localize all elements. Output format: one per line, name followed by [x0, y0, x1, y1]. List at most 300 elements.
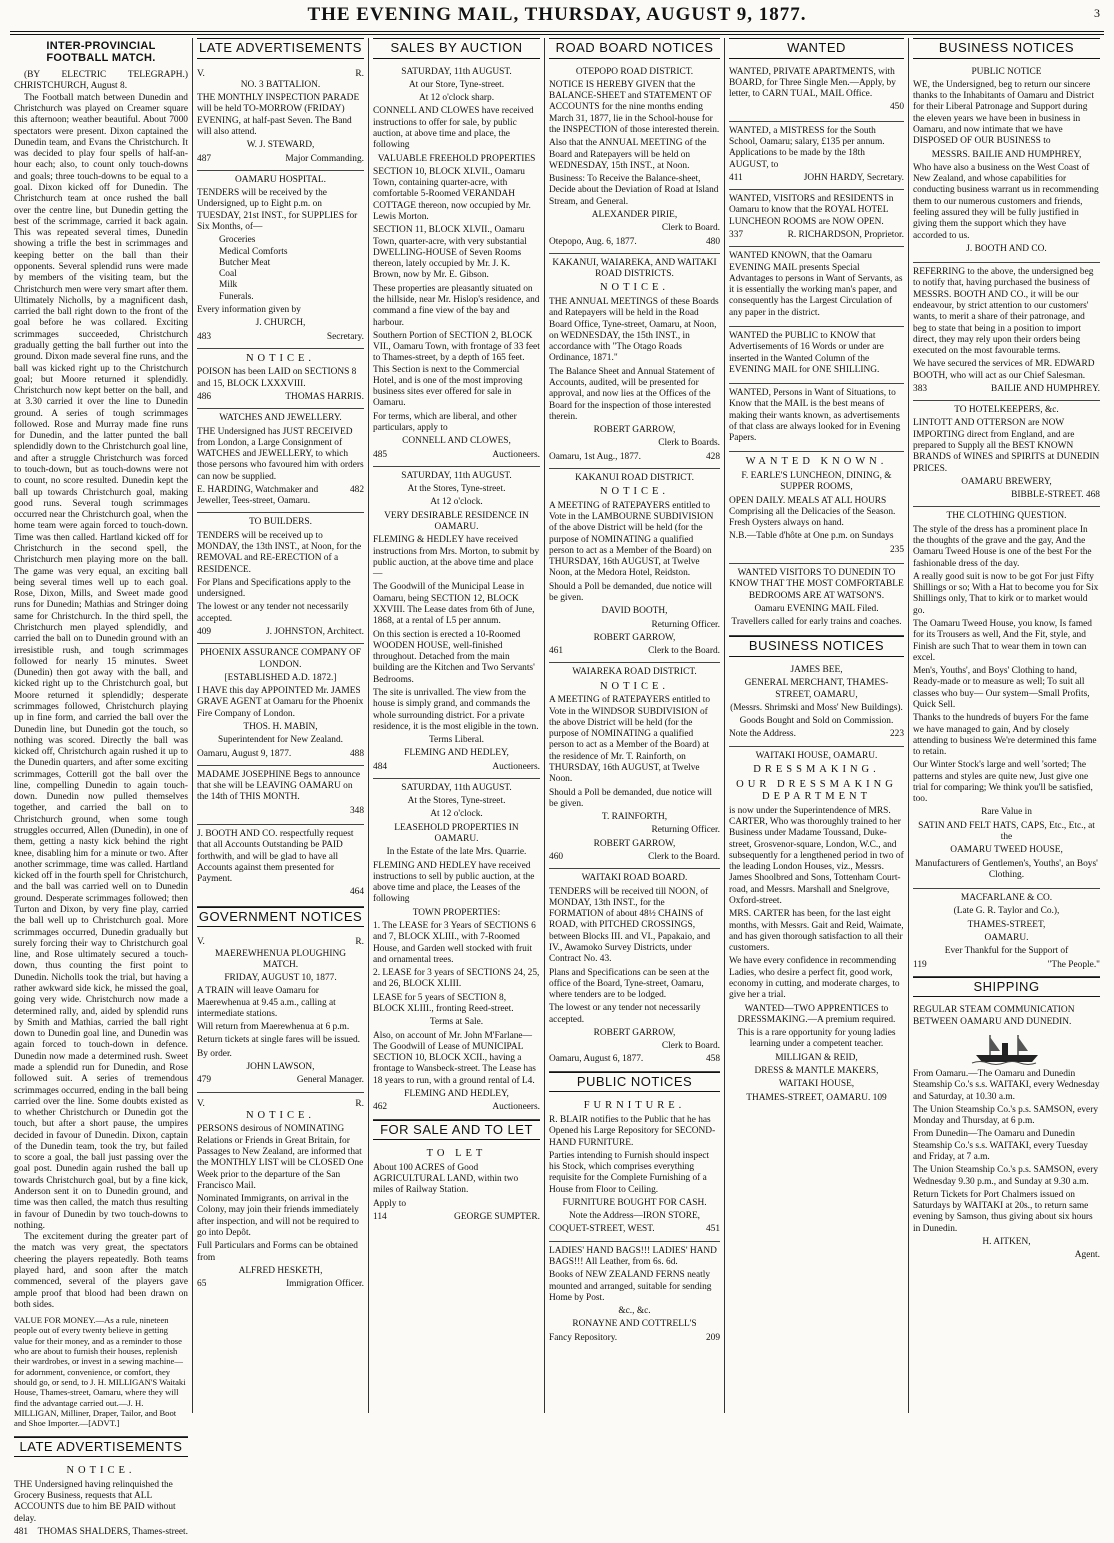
ad-footer [197, 1099, 364, 1110]
ad-line: J. BOOTH AND CO. [966, 243, 1047, 254]
section-header: WANTED [729, 38, 904, 59]
ad-footer [549, 646, 720, 657]
ad-line: Manufacturers of Gentlemen's, Youths', an Boys' Clothing. [915, 858, 1098, 880]
ad-line: WANTED, PRIVATE APARTMENTS, with BOARD, for Three Single Men.—Apply, by letter, to CARN TUAL, MAIL Office. [729, 66, 896, 100]
ad-line: LINTOTT AND OTTERSON are NOW IMPORTING direct from England, and are prepared to Supply all the BEST KNOWN BRANDS of WINES and SPIRITS at DUNEDIN PRICES. [913, 418, 1100, 474]
ad-line: REGULAR STEAM COMMUNICATION BETWEEN OAMARU AND DUNEDIN. [913, 1005, 1075, 1027]
section-header: BUSINESS NOTICES [729, 636, 904, 657]
ad-line: OAMARU BREWERY, [961, 476, 1052, 487]
ad-signature: R. [355, 68, 364, 79]
advertisement [197, 349, 364, 409]
advertisement [729, 327, 904, 384]
supply-list [219, 235, 364, 303]
ad-footer [729, 173, 904, 184]
ad-number: V. [197, 68, 205, 79]
ad-line: THE Undersigned having relinquished the Grocery Business, requests that ALL ACCOUNTS due to him BE PAID without delay. [14, 1479, 176, 1524]
ad-line: THE CLOTHING QUESTION. [946, 511, 1067, 522]
advertisement [549, 663, 720, 869]
ad-line: These properties are pleasantly situated on the hillside, near Mr. Hislop's residence, and command a fine view of the bay and harbour. [373, 283, 540, 328]
ad-line: 450 [889, 102, 904, 113]
ad-footer [197, 332, 364, 343]
ad-line: SATURDAY, 11th AUGUST. [401, 66, 512, 77]
ad-line: TO BUILDERS. [249, 517, 312, 528]
ad-line: OAMARU HOSPITAL. [235, 174, 326, 185]
ad-line: I HAVE this day APPOINTED Mr. JAMES GRAVE AGENT at Oamaru for the Phoenix Fire Company of London. [197, 686, 364, 719]
column-sales-by-auction [368, 38, 544, 1413]
ad-signature: 480 [705, 236, 720, 247]
ad-number: Oamaru, August 6, 1877. [549, 1054, 644, 1065]
ad-line: The Balance Sheet and Annual Statement of Accounts, audited, will be presented for approval, and now lies at the Offices of the Board for the inspection of those interested therein. [549, 366, 715, 422]
advertisement [913, 889, 1100, 977]
ad-line: RONAYNE AND COTTRELL'S [572, 1319, 697, 1330]
ad-line: TENDERS will be received up to MONDAY, the 13th INST., at Noon, for the REMOVAL and RE-ERECTION of a RESIDENCE. [197, 530, 362, 575]
steamship-icon [972, 1031, 1042, 1065]
advertisement [729, 63, 904, 122]
ad-signature: 428 [705, 451, 720, 462]
section-header: PUBLIC NOTICES [549, 1072, 720, 1093]
ad-footer [549, 452, 720, 463]
ad-line: WATCHES AND JEWELLERY. [219, 413, 342, 424]
ad-line: WAITAKI HOUSE, [778, 1079, 855, 1090]
ad-footer [14, 1527, 188, 1538]
ad-line: OUR DRESSMAKING DEPARTMENT [736, 778, 897, 803]
ad-footer [913, 490, 1100, 501]
ad-footer [197, 1075, 364, 1086]
advertisement [197, 63, 364, 171]
ad-line: Parties intending to Furnish should inspect his Stock, which comprises everything requisite for the Complete Furnishing of a House from Floor to Ceiling. [549, 1150, 710, 1195]
advertisement [729, 564, 904, 636]
page-number: 3 [1094, 6, 1100, 20]
ad-number: 485 [373, 449, 388, 460]
ad-line: WANTED KNOWN. [745, 456, 888, 468]
section-header: GOVERNMENT NOTICES [197, 907, 364, 928]
ad-line: TENDERS will be received till NOON, of MONDAY, 13th INST., for the FORMATION of about 48½ CHAINS of ROAD, with PITCHED CROSSINGS, between Blocks III. and VI., Papakaio, and IV., Awamoko Survey Districts, under Contract No. 43. [549, 886, 711, 965]
ad-footer [197, 485, 364, 508]
ad-line: DAVID BOOTH, [601, 606, 668, 617]
advertisement [729, 747, 904, 1111]
ad-signature: 458 [705, 1054, 720, 1065]
ad-line: Agent. [1074, 1250, 1100, 1261]
ad-footer [197, 392, 364, 403]
ad-line: Superintendent for New Zealand. [218, 735, 343, 746]
masthead-rule [10, 31, 1104, 35]
ad-line: FLEMING AND HEDLEY have received instructions to sell by public auction, at the above time and place, the Leases of the following [373, 860, 535, 905]
advertisement [373, 779, 540, 1120]
advertisement [729, 247, 904, 327]
ad-line: We have secured the services of MR. EDWARD BOOTH, who will act as our Chief Salesman. [913, 359, 1095, 381]
ad-line: is now under the Superintendence of MRS. CARTER, Who was thoroughly trained to her Business under Madame Toussand, Duke-street, Grosvenor-square, London, W.C., and subsequently for a lengthened period in two of the leading London Houses, viz., Messrs. James Shoolbred and Sons, Tottenham Court-road, and Messrs. Marshall and Snelgrove, Oxford-street. [729, 805, 904, 907]
ad-line: WANTED the PUBLIC to KNOW that Advertisements of 16 Words or under are inserted in the Wanted Column of the EVENING MAIL for ONE SHILLING. [729, 330, 884, 375]
ad-footer [549, 1224, 720, 1235]
ad-line: J. CHURCH, [255, 318, 306, 329]
ad-line: R. BLAIR notifies to the Public that he has Opened his Large Repository for SECOND-HAND FURNITURE. [549, 1114, 716, 1148]
ad-line: DRESS & MANTLE MAKERS, [754, 1065, 879, 1076]
advertisement [549, 1096, 720, 1241]
column-road-board-notices [544, 38, 724, 1413]
ad-line: MADAME JOSEPHINE Begs to announce that she will be LEAVING OAMARU on the 14th of THIS MONTH. [197, 769, 361, 803]
ad-line: Clerk to Boards. [658, 438, 720, 449]
ad-line: NO. 3 BATTALION. [240, 79, 321, 90]
ad-footer [373, 450, 540, 461]
ad-line: MRS. CARTER has been, for the last eight months, with Messrs. Gait and Reid, Waimate, and has given thorough satisfaction to all their customers. [729, 909, 904, 954]
ad-line: THE Undersigned has JUST RECEIVED from London, a Large Consignment of WATCHES and JEWELLERY, to which those persons who favoured him with orders can now be supplied. [197, 426, 364, 482]
ad-footer [373, 1212, 540, 1223]
ad-line: SECTION 11, BLOCK XLVII., Oamaru Town, quarter-acre, with very substantial DWELLING-HOUSE of Seven Rooms thereon, lately occupied by Mr. J. K. Brown, now by Mr. E. Gibson. [373, 225, 527, 281]
ad-line: OAMARU TWEED HOUSE, [950, 845, 1063, 856]
ad-line: FLEMING & HEDLEY have received instructions from Mrs. Morton, to submit by public auction, at the above time and place— [373, 535, 540, 580]
ad-line: WANTED VISITORS TO DUNEDIN TO KNOW THAT THE MOST COMFORTABLE BEDROOMS ARE AT WATSON'S. [729, 568, 904, 601]
ad-number: E. HARDING, Watchmaker and Jeweller, Tees-street, Oamaru. [197, 484, 319, 507]
advertisement [14, 1311, 188, 1436]
ad-signature: THOMAS HARRIS. [285, 391, 364, 402]
ad-line: NOTICE. [599, 680, 670, 692]
article-paragraph: The Football match between Dunedin and Christchurch was played on Creamer square this afternoon; weather beautiful. About 7000 spectators were present. Dixon captained the Dunedin team, and Evans the Christchurch. It was decided to play four spells of half-an-hour each; also, to count only touch-downs and goals; three touch-downs to be equal to a goal. Dixon kicked off for Dunedin. The Christchurch team at once rushed the ball over the centre line, but Dunedin getting the best of the scrimmage, carried it back again. This was repeated several times, Dunedin showing a trifle the best in scrimmages and keeping better on the ball than their opponents. Several splendid runs were made by members of the visiting team, but the Christchurch men were very smart after them. Ultimately Nicholls, by a magnificent dash, carried the ball right down to the front of the goal before he was collared. Exciting scrimmages succeeded, Christchurch gradually getting the ball further out into the ground. Dixon made several fine runs, and the ball was kicked right up to the Christchurch goal; but Moore returned it splendidly. Christchurch now kept better on the ball, and at 3.30 carried it over the line to Dunedin ground. A series of tough scrimmages followed. Rose and Murray made fine runs for Dunedin, and the latter punted the ball splendidly down to the Christchurch goal line, and after a struggle Christchurch was forced to touch-down, but as touch-downs were not to count, no score resulted. Dunedin kept the ball up towards Christchurch goal, making good runs. Several tough scrimmages occurred near the Christchurch goal, when the home team were again forced to touch-down. Time was then called. Hartland kicked off for Christchurch in the second spell, the Christchurch men playing more on the ball. The game was very equal, an exciting ball being several times well up to each goal. Rose, Dixon, Mills, and Sweet made good runs for Dunedin; Mathias and Stringer doing same for Christchurch. In the third spell, the Christchurch men played splendidly, and carried the ball on to Dunedin ground with an irresistible rush, and tough scrimmages followed for nearly 15 minutes. Sweet (Dunedin) then got away with the ball, and kicked right up to the Christchurch goal, but Moore returned it splendidly; desperate scrimmages followed, Christchurch playing up in fine form, and carried the ball over the Dunedin line, but Dunedin got the touch, so nothing was scored. Directly the ball was kicked off, Christchurch again rushed it up to the Dunedin quarters, and after some exciting scrimmages, Cotterill got the ball over the line, compelling Dunedin to again touch-down. Dunedin now pulled themselves together, and carried the ball on to Christchurch ground, when some tough struggles occurred, Allen (Dunedin), in one of them, getting a nasty kick behind the right knee, disabling him for a minute or two. After another scrimmage, time was called. Hartland kicked off in the fourth spell for Christchurch, and the ball was carried well on to Dunedin ground. Desperate scrimmages followed; then Turton and Dixon, by very fine play, carried the ball well up to Christchurch goal. More scrimmages occurred, Dunedin gradually but surely forcing their way to Christchurch goal line, and Rose ultimately secured a touch-down, thus counting the first point to Dunedin. Nicholls took the trial, but having a rather awkward side kick, he missed the goal, going very wide. Christchurch now made a determined rally, and, aided by splendid runs by Smith and Mathias, carried the ball right down to Dunedin goal line, and Dunedin was again forced to touch-down in defence. Dunedin now made a determined rush. Sweet made a splendid run for Dunedin, and Rose followed suit. A series of tremendous scrimmages occurred, ending in the ball being carried over the line. Some doubts existed as to whether Christchurch or Dunedin got the touch, but after a short pause, the umpires decided in favour of Dunedin. Dixon, captain of the Dunedin team, took the try, but failed to score a goal, the ball just passing over the goal post. Dunedin again rushed the ball up towards Christchurch goal, but by a fine kick, Anderson sent it on to Dunedin ground, and time was then called, the match thus resulting in favour of Dunedin by two touch-downs to nothing. [14, 92, 188, 1231]
advertisement [373, 467, 540, 779]
ad-number: Oamaru, 1st Aug., 1877. [549, 451, 641, 462]
ad-line: A really good suit is now to be got For just Fifty Shillings or so; With a Hat to become you for Six Shillings only, That to kirk or to market would go. [913, 571, 1099, 616]
ad-line: W. J. STEWARD, [246, 140, 315, 151]
ad-line: We have every confidence in recommending Ladies, who desire a perfect fit, good work, economy in cutting, and moderate charges, to give her a trial. [729, 956, 900, 1001]
ad-line: ROBERT GARROW, [593, 1027, 676, 1038]
ad-line: CONNELL AND CLOWES have received instructions to offer for sale, by public auction, at above time and place, the following [373, 106, 534, 151]
ad-line: F. EARLE'S LUNCHEON, DINING, & SUPPER ROOMS, [741, 471, 892, 493]
ad-line: Full Particulars and Forms can be obtained from [197, 1241, 358, 1263]
ad-signature: Auctioneers. [492, 761, 540, 772]
ad-line: WANTED, VISITORS and RESIDENTS in Oamaru to know that the ROYAL HOTEL LUNCHEON ROOMS are NOW OPEN. [729, 194, 894, 227]
ad-line: About 100 ACRES of Good AGRICULTURAL LAND, within two miles of Railway Station. [373, 1162, 519, 1196]
ad-line: NOTICE. [599, 486, 670, 498]
ad-footer [197, 69, 364, 80]
ad-line: Return tickets at single fares will be issued. [197, 1035, 360, 1046]
ad-number: 114 [373, 1211, 387, 1222]
ad-signature: Immigration Officer. [286, 1279, 364, 1290]
advertisement [197, 931, 364, 1092]
supply-item: Medical Comforts [219, 246, 288, 257]
ad-number: 409 [197, 627, 212, 637]
ad-line: PERSONS desirous of NOMINATING Relations or Friends in Great Britain, for Passages to New Zealand, are informed that the MONTHLY LIST will be CLOSED One Week prior to the departure of the San Francisco Mail. [197, 1124, 364, 1191]
advertisement [197, 825, 364, 907]
ad-line: JOHN LAWSON, [246, 1062, 315, 1073]
ad-number: 487 [197, 153, 212, 164]
ad-line: FLEMING AND HEDLEY, [404, 1088, 509, 1099]
ad-line: The site is unrivalled. The view from the house is simply grand, and commands the whole surrounding district. For a private residence, it is the most eligible in the town. [373, 687, 539, 732]
ad-line: 464 [349, 887, 364, 898]
ad-line: LADIES' HAND BAGS!!! LADIES' HAND BAGS!!! All Leather, from 6s. 6d. [549, 1245, 717, 1268]
ad-number: 65 [197, 1279, 207, 1290]
ad-number: 486 [197, 391, 212, 402]
ad-line: Terms at Sale. [429, 1017, 484, 1028]
ad-number: 479 [197, 1075, 212, 1086]
ad-number: 119 [913, 959, 927, 970]
ad-line: Terms Liberal. [428, 735, 485, 746]
ad-line: Return Tickets for Port Chalmers issued on Saturdays by WAITAKI at 20s., to return same evening by Samson, thus giving about six hours in Dunedin. [913, 1189, 1093, 1234]
ad-line: Also, on account of Mr. John M'Farlane—The Goodwill of Lease of MUNICIPAL SECTION 10, BLOCK XCII., having a frontage to Wansbeck-street. The Lease has 18 years to run, with a ground rental of L4. [373, 1030, 536, 1086]
ad-line: A MEETING of RATEPAYERS entitled to Vote in the LAMBOURNE SUBDIVISION of the above District will be held (for the purpose of NOMINATING a qualified person to act as a Member of the Board) on THURSDAY, 16th AUGUST, at Twelve Noon, at the Medora Hotel, Reidston. [549, 500, 714, 579]
ad-number: 460 [549, 851, 564, 862]
advertisement [913, 263, 1100, 401]
advertisement [197, 171, 364, 349]
ad-footer [197, 1279, 364, 1290]
ad-line: LEASEHOLD PROPERTIES IN OAMARU. [394, 822, 519, 845]
ad-line: Should a Poll be demanded, due notice will be given. [549, 787, 712, 809]
ad-line: OAMARU. [984, 933, 1029, 943]
ad-line: The lowest or any tender not necessarily accepted. [197, 602, 349, 624]
ad-line: Ever Thankful for the Support of [944, 946, 1069, 957]
section-header: BUSINESS NOTICES [913, 38, 1100, 59]
ad-line: The Union Steamship Co.'s p.s. SAMSON, every Monday and Thursday, at 6 p.m. [913, 1104, 1099, 1127]
ad-line: The lowest or any tender not necessarily accepted. [549, 1003, 701, 1025]
ad-line: WE, the Undersigned, beg to return our sincere thanks to the Inhabitants of Oamaru and District for their Liberal Patronage and Support during the eleven years we have been in business in Oamaru, and now intimate that we have DISPOSED OF OUR BUSINESS to [913, 79, 1094, 147]
ad-line: NOTICE IS HEREBY GIVEN that the BALANCE-SHEET and STATEMENT OF ACCOUNTS for the nine months ending March 31, 1877, lie in the School-house for the INSPECTION of those interested therein. [549, 79, 720, 135]
ad-line: Books of NEW ZEALAND FERNS neatly mounted and arranged, suitable for sending Home by Post. [549, 1270, 712, 1303]
advertisement [197, 1093, 364, 1296]
ad-footer [549, 1333, 720, 1344]
ad-line: KAKANUI ROAD DISTRICT. [575, 472, 694, 483]
ad-line: WAITAKI ROAD BOARD. [581, 873, 688, 884]
ad-line: CONNELL AND CLOWES, [402, 436, 511, 447]
advertisement [729, 190, 904, 247]
ad-footer [549, 237, 720, 248]
ad-line: At the Stores, Tyne-street. [407, 796, 506, 807]
advertisement [197, 513, 364, 644]
ad-line: (Messrs. Shrimski and Moss' New Buildings). [730, 702, 903, 713]
ad-line: TOWN PROPERTIES: [412, 907, 501, 918]
ad-line: ALEXANDER PIRIE, [591, 209, 678, 220]
ad-line: From Dunedin—The Oamaru and Dunedin Steamship Co.'s s.s. WAITAKI, every Tuesday and Friday, at 7 a.m. [913, 1129, 1088, 1162]
article-title: INTER-PROVINCIAL FOOTBALL MATCH. [46, 40, 156, 65]
ad-signature: 209 [705, 1332, 720, 1343]
ad-line: This is a rare opportunity for young ladies learning under a competent teacher. [737, 1028, 896, 1050]
ad-line: POISON has been LAID on SECTIONS 8 and 15, BLOCK LXXXVIII. [197, 367, 357, 389]
ad-line: For Plans and Specifications apply to the undersigned. [197, 577, 351, 600]
ad-line: [ESTABLISHED A.D. 1872.] [224, 672, 337, 683]
ad-signature: "The People." [1047, 959, 1100, 970]
ad-line: TO HOTELKEEPERS, &c. [954, 405, 1059, 416]
ad-line: In the Estate of the late Mrs. Quarrie. [386, 847, 527, 858]
news-article [14, 40, 188, 1311]
ad-line: Our Winter Stock's large and well 'sorted; The patterns and styles are quite new, Just give one trial for comparing; We think you'll be satisfied, too. [913, 760, 1093, 805]
ad-line: The Union Steamship Co.'s p.s. SAMSON, every Wednesday 9.30 p.m., and Sunday at 9.30 a.m. [913, 1165, 1099, 1187]
ad-line: J. BOOTH AND CO. respectfully request that all Accounts Outstanding be PAID forthwith, and will be glad to have all Accounts against them presented for Payment. [197, 828, 354, 885]
advertisement [549, 869, 720, 1072]
advertisement [549, 469, 720, 664]
section-header: SHIPPING [913, 977, 1100, 998]
ad-signature: R. RICHARDSON, Proprietor. [787, 229, 904, 240]
ad-line: VERY DESIRABLE RESIDENCE IN OAMARU. [384, 510, 529, 532]
ad-signature: BIBBLE-STREET. 468 [1011, 490, 1100, 501]
ad-line: OPEN DAILY. MEALS AT ALL HOURS Comprising all the Delicacies of the Season. Fresh Oysters always on hand. [729, 495, 896, 529]
advertisement [913, 401, 1100, 507]
advertisement [729, 122, 904, 190]
section-header: SALES BY AUCTION [373, 38, 540, 59]
advertisement [197, 409, 364, 513]
ad-number: 337 [729, 229, 744, 240]
advertisement [373, 1144, 540, 1228]
ad-number: Oamaru, August 9, 1877. [197, 748, 292, 759]
advertisement [14, 1461, 188, 1543]
advertisement [549, 1242, 720, 1349]
ad-line: SECTION 10, BLOCK XLVII., Oamaru Town, containing quarter-acre, with comfortable 5-Roomed VERANDAH COTTAGE thereon, now occupied by Mr. Lewis Morton. [373, 166, 531, 222]
advertisement [373, 63, 540, 467]
advertisement [913, 1001, 1100, 1268]
article-body [14, 70, 188, 1311]
ad-line: Also that the ANNUAL MEETING of the Board and Ratepayers will be held on WEDNESDAY, 15th INST., at Noon. [549, 138, 707, 171]
ad-line: OTEPOPO ROAD DISTRICT. [575, 66, 694, 77]
ad-line: At the Stores, Tyne-street. [407, 484, 506, 495]
ad-line: Who have also a business on the West Coast of New Zealand, and whose capabilities for conducting business warrant us in recommending them to our numerous customers and friends, feeling assured they will be fully justified in giving them the support which they have accorded to us. [913, 162, 1099, 241]
ad-signature: Clerk to the Board. [648, 646, 720, 657]
supply-item: Butcher Meat [219, 257, 271, 268]
ad-footer [729, 230, 904, 241]
ad-line: THAMES-STREET, OAMARU. 109 [746, 1092, 887, 1103]
ad-number: 461 [549, 646, 564, 657]
ad-line: FURNITURE BOUGHT FOR CASH. [562, 1197, 707, 1208]
advertisement [913, 63, 1100, 264]
ad-line: 348 [349, 805, 364, 816]
ad-line: TO LET [426, 1148, 487, 1160]
ad-line: JAMES BEE, [790, 665, 843, 676]
ad-line: NOTICE. [245, 352, 316, 364]
ad-signature: Auctioneers. [492, 449, 540, 460]
ad-line: The style of the dress has a prominent place In the thoughts of the grave and the gay, And the Oamaru Tweed House is one of the best For the fashionable dress of the day. [913, 524, 1092, 569]
section-header: FOR SALE AND TO LET [373, 1120, 540, 1141]
ad-line: Business: To Receive the Balance-sheet, Decide about the Deviation of Road at Island Stream, and General. [549, 174, 719, 207]
ad-line: Apply to [373, 1198, 407, 1209]
column-late-advertisements [192, 38, 368, 1413]
ad-line: NOTICE. [599, 282, 670, 294]
ad-footer [549, 1054, 720, 1065]
advertisement [197, 644, 364, 766]
ad-signature: R. [355, 937, 364, 948]
ad-footer [913, 960, 1100, 971]
ad-signature: J. JOHNSTON, Architect. [266, 627, 364, 637]
ad-number: 483 [197, 331, 212, 342]
ad-line: ROBERT GARROW, [593, 838, 676, 849]
advertisement [729, 661, 904, 747]
ad-line: NOTICE. [245, 1109, 316, 1121]
ad-line: MESSRS. BAILIE AND HUMPHREY, [931, 149, 1082, 160]
advertisement [549, 63, 720, 254]
supply-item: Funerals. [219, 291, 254, 302]
supply-item: Groceries [219, 235, 256, 246]
ad-signature: General Manager. [296, 1075, 364, 1086]
ad-line: ROBERT GARROW, [593, 632, 676, 643]
ad-line: The Oamaru Tweed House, you know, Is famed for its Trousers as well, And the Fit, style, and Finish are such That to wear them in town can excel. [913, 618, 1092, 663]
ad-line: WANTED—TWO APPRENTICES to DRESSMAKING.—A premium required. [737, 1003, 896, 1025]
ad-line: PUBLIC NOTICE [971, 66, 1042, 77]
ad-text: VALUE FOR MONEY.—As a rule, nineteen people out of every twenty believe in getting value for their money, and as a reminder to those who are about to furnish their houses, replenish their wardrobes, or invest in a sewing machine—for adornment, convenience, or comfort, they should go, or send, to J. H. MILLIGAN'S Waitaki House, Thames-street, Oamaru, where they will find the advantage carried out.—J. H. MILLIGAN, Milliner, Draper, Tailor, and Boot and Shoe Importer.—[ADVT.] [14, 1315, 186, 1429]
masthead [0, 4, 1114, 26]
ad-line: TENDERS will be received by the Undersigned, up to Eight p.m. on TUESDAY, 21st INST., for SUPPLIES for Six Months, of— [197, 188, 358, 232]
ad-signature: 488 [349, 748, 364, 759]
ad-line: &c., &c. [618, 1306, 651, 1317]
ad-line: WAITAKI HOUSE, OAMARU. [755, 750, 878, 761]
advertisement [549, 254, 720, 469]
ad-line: SATIN AND FELT HATS, CAPS, Etc., Etc., at the [918, 820, 1095, 843]
ad-number: Otepopo, Aug. 6, 1877. [549, 236, 637, 247]
advertisement [729, 452, 904, 564]
ad-footer [197, 627, 364, 638]
ad-number: 462 [373, 1102, 388, 1113]
ad-line: At our Store, Tyne-street. [408, 79, 505, 90]
ad-line: ALFRED HESKETH, [238, 1265, 323, 1276]
ad-line: WANTED, Persons in Want of Situations, to Know that the MAIL is the best means of making their wants known, as advertisements of that class are always looked for in Evening Papers. [729, 388, 901, 444]
ad-number: V. [197, 1098, 205, 1109]
ad-line: THE ANNUAL MEETINGS of these Boards and Ratepayers will be held in the Road Board Office, Tyne-street, Oamaru, at Noon, on WEDNESDAY, the 15th INST., in accordance with "The Otago Roads Ordinance, 1871." [549, 296, 719, 364]
supply-item: Coal [219, 269, 237, 280]
ad-line: SATURDAY, 11th AUGUST. [401, 470, 512, 481]
ad-number: 481 [14, 1526, 29, 1537]
ad-signature: 482 [349, 484, 364, 495]
section-header: ROAD BOARD NOTICES [549, 38, 720, 59]
ad-line: T. RAINFORTH, [601, 812, 668, 823]
ad-line: From Oamaru.—The Oamaru and Dunedin Steamship Co.'s s.s. WAITAKI, every Wednesday and Saturday, at 10.30 a.m. [913, 1069, 1100, 1102]
ad-line: For terms, which are liberal, and other particulars, apply to [373, 411, 517, 434]
ad-line: On this section is erected a 10-Roomed WOODEN HOUSE, well-finished throughout. Detached from the main building are the Kitchen and Two Servants' Bedrooms. [373, 629, 535, 685]
ad-line: Thanks to the hundreds of buyers For the fame we have managed to gain, And by closely attending to business We're determined this fame to retain. [913, 713, 1097, 758]
ad-number: 383 [913, 383, 928, 394]
ad-number: Fancy Repository. [549, 1332, 618, 1343]
ad-line: PHOENIX ASSURANCE COMPANY OF LONDON. [199, 648, 362, 670]
ad-line: Every information given by [197, 304, 301, 315]
ad-line: Clerk to Board. [661, 223, 720, 234]
ad-line: KAKANUI, WAIAREKA, AND WAITAKI ROAD DISTRICTS. [552, 257, 717, 280]
ad-line: MILLIGAN & REID, [775, 1052, 858, 1063]
ad-line: Men's, Youths', and Boys' Clothing to hand, Ready-made or to measure as well; To suit all classes who buy— Our system—Small Profits, Quick Sell. [913, 666, 1090, 710]
ad-line: A TRAIN will leave Oamaru for Maerewhenua at 9.45 a.m., calling at intermediate stations. [197, 986, 336, 1019]
column-wanted [724, 38, 908, 1413]
ad-line: Returning Officer. [651, 825, 720, 836]
ad-line: THAMES-STREET, [967, 919, 1046, 930]
ad-footer [373, 762, 540, 773]
supply-item: Milk [219, 280, 238, 291]
ad-line: Should a Poll be demanded, due notice will be given. [549, 581, 712, 604]
ad-line: 1. The LEASE for 3 Years of SECTIONS 6 and 7, BLOCK XLIII., with 7-Roomed House, and Garden well stocked with fruit and ornamental trees. [373, 921, 536, 965]
ad-line: WAIAREKA ROAD DISTRICT. [572, 667, 697, 678]
ad-number: V. [197, 937, 205, 948]
ad-line: REFERRING to the above, the undersigned beg to notify that, having purchased the business of MESSRS. BOOTH AND CO., it will be our endeavour, by strict attention to our customers' wants, to merit a share of their patronage, and beg to state that being in a position to import direct, they may rely upon their orders being executed on the most favourable terms. [913, 267, 1094, 357]
ad-line: WANTED KNOWN, that the Oamaru EVENING MAIL presents Special Advantages to persons in Want of Servants, as it is essentially the working man's paper, and consequently has the Largest Circulation of any paper in the district. [729, 251, 903, 318]
ad-line: Goods Bought and Sold on Commission. [739, 716, 894, 727]
ad-line: At 12 o'clock. [430, 497, 483, 508]
article-paragraph: The excitement during the greater part of the match was very great, the spectators cheering the players repeatedly. Both teams played hard, and soon after the match commenced, several of the players gave ample proof that blood had been drawn on both sides. [14, 1232, 188, 1310]
ad-line: LEASE for 5 years of SECTION 8, BLOCK XLIII., fronting Reed-street. [373, 992, 514, 1014]
ad-line: At 12 o'clock sharp. [418, 93, 495, 104]
ad-line: VALUABLE FREEHOLD PROPERTIES [377, 153, 536, 164]
ad-line: DRESSMAKING. [753, 764, 880, 775]
ad-line: Travellers called for early trains and coaches. [731, 617, 902, 628]
ad-footer [729, 729, 904, 740]
ad-line: At 12 o'clock. [430, 809, 483, 820]
ad-line: The Goodwill of the Municipal Lease in Oamaru, being SECTION 12, BLOCK XXVIII. The Lease dates from 6th of June, 1868, at a rental of L5 per annum. [373, 582, 535, 627]
ad-footer [913, 384, 1100, 395]
ad-line: MACFARLANE & CO. [960, 893, 1053, 904]
section-header: LATE ADVERTISEMENTS [14, 1437, 188, 1458]
ad-line: Returning Officer. [651, 619, 720, 630]
ad-line: Oamaru EVENING MAIL Filed. [754, 603, 879, 614]
ad-signature: BAILIE AND HUMPHREY. [991, 383, 1100, 394]
ad-line: Rare Value in [981, 807, 1032, 818]
ad-line: N.B.—Table d'hôte at One p.m. on Sundays [729, 531, 894, 542]
ad-line: A MEETING of RATEPAYERS entitled to Vote in the WINDSOR SUBDIVISION of the above District will be held (for the purpose of NOMINATING a qualified person to act as a Member of the Board) at the residence of Mr. T. Rainforth, on THURSDAY, 16th AUGUST, at Twelve Noon. [549, 695, 711, 785]
ad-footer [197, 154, 364, 165]
ad-line: H. AITKEN, [982, 1236, 1031, 1247]
ad-number: COQUET-STREET, WEST. [549, 1224, 655, 1235]
ad-signature: 223 [889, 729, 904, 740]
ad-line: GENERAL MERCHANT, THAMES-STREET, OAMARU, [744, 678, 889, 700]
ad-line: (Late G. R. Taylor and Co.), [953, 906, 1060, 917]
ad-line: NOTICE. [66, 1465, 136, 1477]
